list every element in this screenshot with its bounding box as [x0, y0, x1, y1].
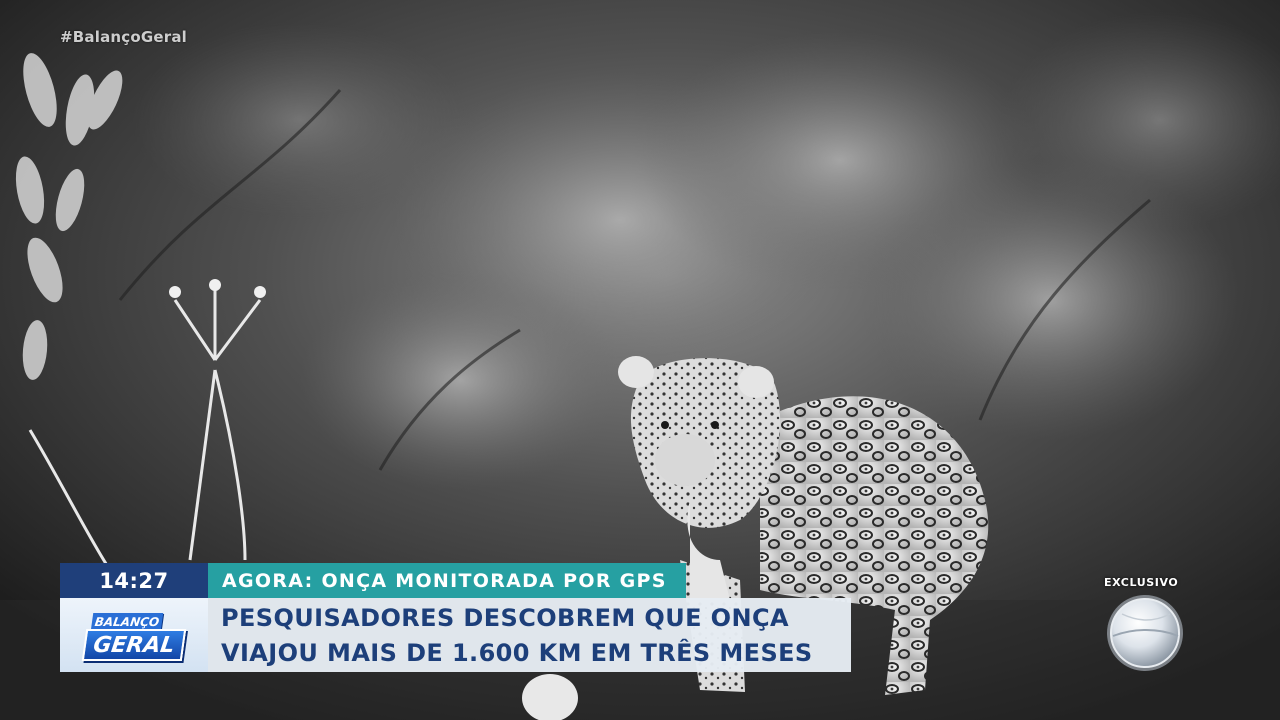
headline	[208, 598, 851, 672]
exclusive-label: EXCLUSIVO	[1104, 576, 1179, 589]
program-logo-bottom-word: GERAL	[82, 629, 186, 661]
headline-line-1: PESQUISADORES DESCOBREM QUE ONÇA	[221, 604, 789, 632]
clock-time: 14:27	[60, 563, 208, 598]
program-logo-top-word: BALANÇO	[91, 613, 164, 631]
headline-line-2: VIAJOU MAIS DE 1.600 KM EM TRÊS MESES	[221, 639, 813, 667]
news-tag-line: AGORA: ONÇA MONITORADA POR GPS	[208, 563, 686, 598]
program-logo	[60, 598, 208, 672]
record-sphere-icon	[1104, 592, 1186, 674]
program-hashtag: #BalançoGeral	[60, 28, 188, 46]
